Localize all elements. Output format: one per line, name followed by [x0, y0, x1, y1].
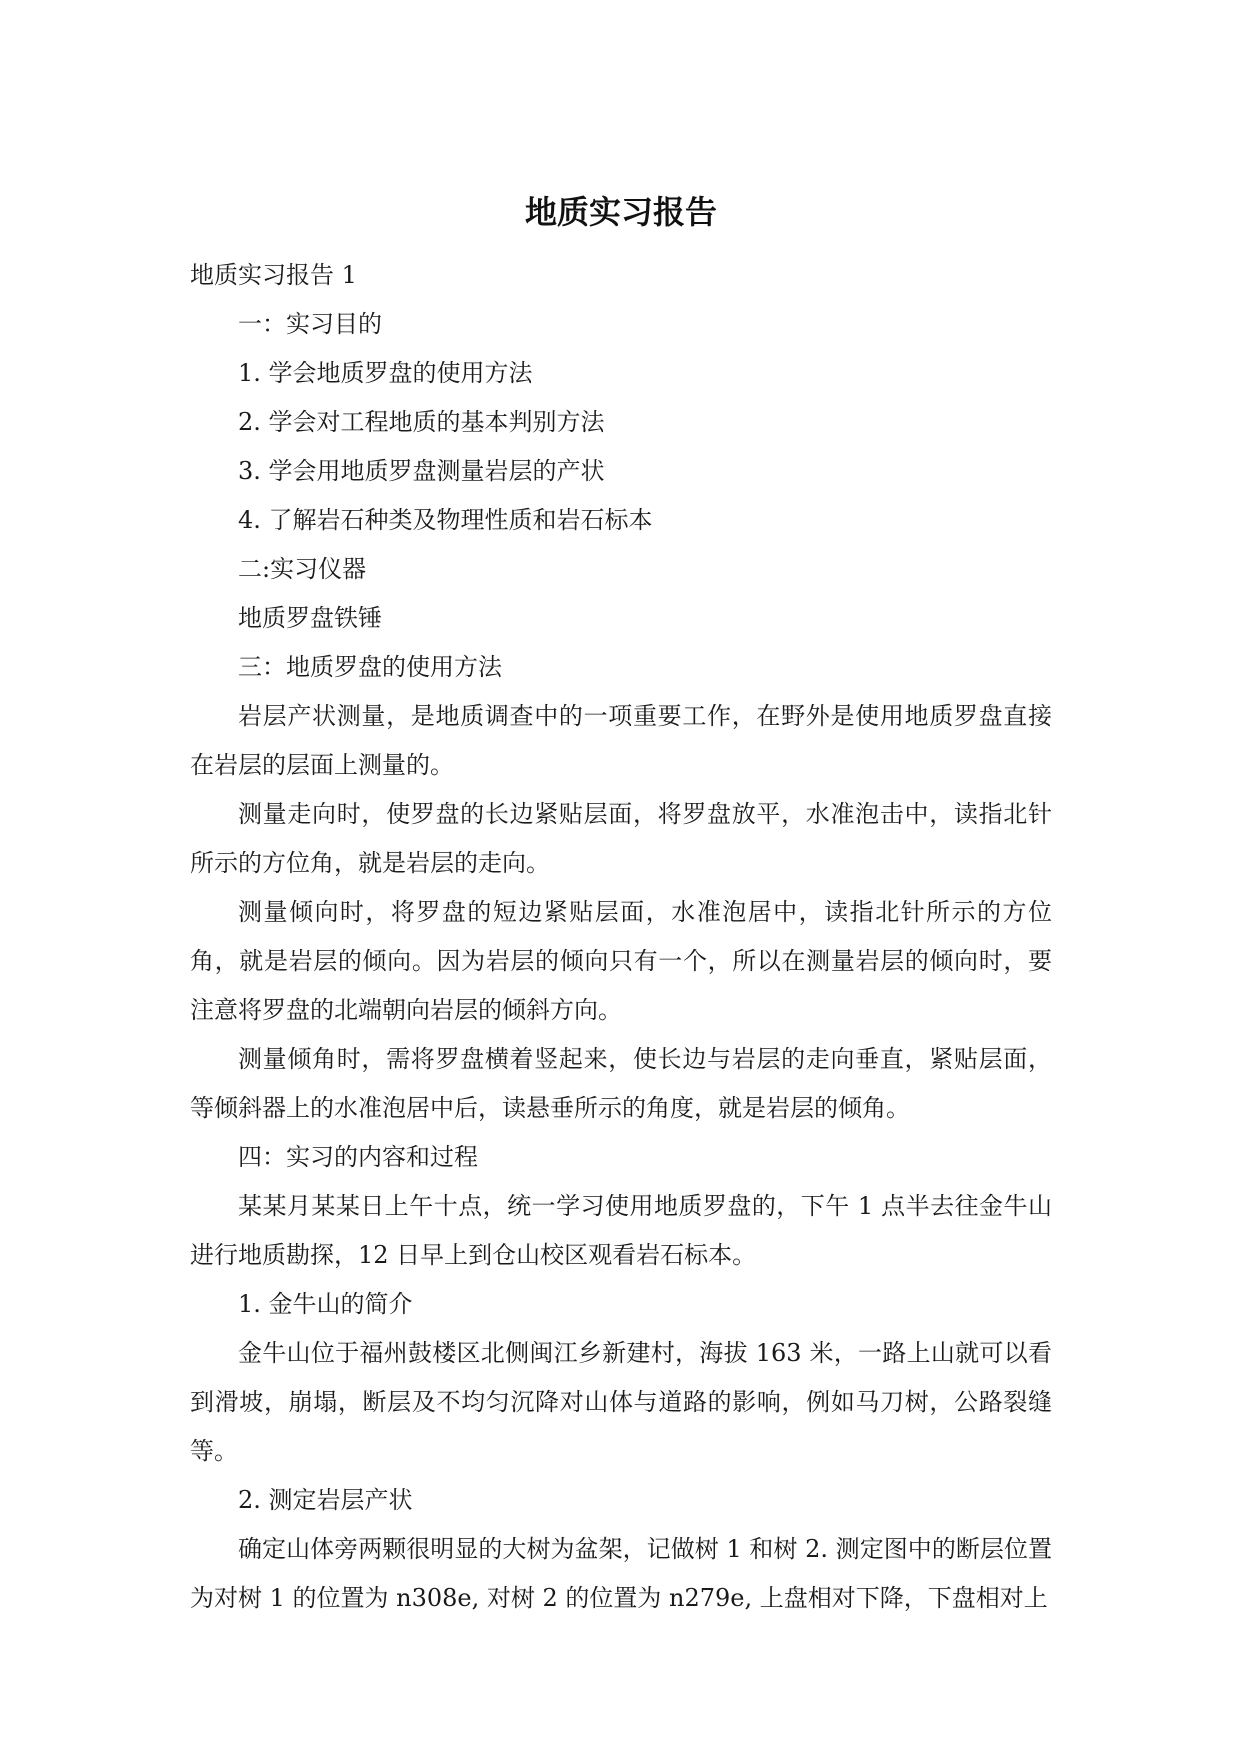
- purpose-item-2: 2. 学会对工程地质的基本判别方法: [238, 408, 605, 436]
- document-title: 地质实习报告: [524, 193, 717, 231]
- subheading-measure-attitude: 2. 测定岩层产状: [238, 1486, 413, 1514]
- section-heading-instruments: 二:实习仪器: [238, 555, 367, 583]
- subheading-jinniu-mountain: 1. 金牛山的简介: [238, 1290, 413, 1318]
- document-body: [190, 190, 1052, 1623]
- report-subtitle: 地质实习报告 1: [190, 261, 357, 289]
- section-heading-compass-usage: 三：地质罗盘的使用方法: [238, 653, 502, 681]
- instruments-text: 地质罗盘铁锤: [238, 604, 382, 632]
- purpose-item-1: 1. 学会地质罗盘的使用方法: [238, 359, 533, 387]
- paragraph-dip-direction: 测量倾向时，将罗盘的短边紧贴层面，水准泡居中，读指北针所示的方位角，就是岩层的倾向。因为岩层的倾向只有一个，所以在测量岩层的倾向时，要注意将罗盘的北端朝向岩层的倾斜方向。: [190, 898, 1052, 1024]
- section-heading-purpose: 一：实习目的: [238, 310, 382, 338]
- paragraph-schedule: 某某月某某日上午十点，统一学习使用地质罗盘的，下午 1 点半去往金牛山进行地质勘探，12 日早上到仓山校区观看岩石标本。: [190, 1192, 1052, 1269]
- section-heading-content-process: 四：实习的内容和过程: [238, 1143, 478, 1171]
- paragraph-attitude-measurement: 岩层产状测量，是地质调查中的一项重要工作，在野外是使用地质罗盘直接在岩层的层面上测量的。: [190, 702, 1052, 779]
- purpose-item-3: 3. 学会用地质罗盘测量岩层的产状: [238, 457, 605, 485]
- paragraph-dip-angle: 测量倾角时，需将罗盘横着竖起来，使长边与岩层的走向垂直，紧贴层面，等倾斜器上的水准泡居中后，读悬垂所示的角度，就是岩层的倾角。: [190, 1045, 1052, 1122]
- paragraph-jinniu-mountain: 金牛山位于福州鼓楼区北侧闽江乡新建村，海拔 163 米，一路上山就可以看到滑坡，崩塌，断层及不均匀沉降对山体与道路的影响，例如马刀树，公路裂缝等。: [190, 1339, 1052, 1465]
- paragraph-measure-attitude: 确定山体旁两颗很明显的大树为盆架，记做树 1 和树 2. 测定图中的断层位置为对树 1 的位置为 n308e, 对树 2 的位置为 n279e, 上盘相对下降，下盘相对上: [190, 1535, 1052, 1612]
- purpose-item-4: 4. 了解岩石种类及物理性质和岩石标本: [238, 506, 653, 534]
- paragraph-strike: 测量走向时，使罗盘的长边紧贴层面，将罗盘放平，水准泡击中，读指北针所示的方位角，就是岩层的走向。: [190, 800, 1052, 877]
